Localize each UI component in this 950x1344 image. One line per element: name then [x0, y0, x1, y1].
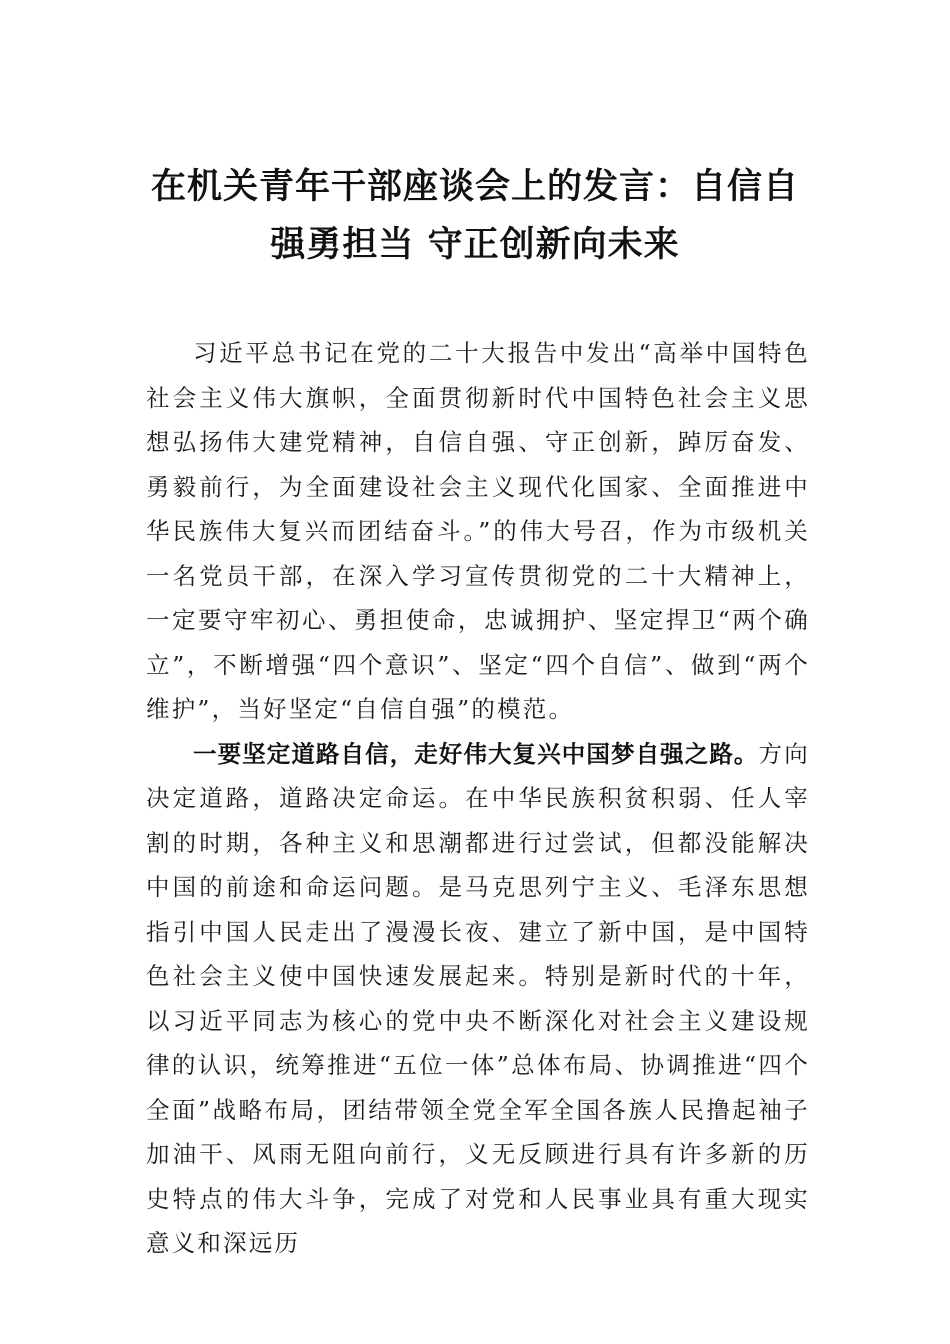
- document-title: [140, 158, 810, 274]
- title-line-1: 在机关青年干部座谈会上的发言：自信自: [150, 166, 799, 207]
- title-line-2: 强勇担当 守正创新向未来: [270, 224, 680, 265]
- paragraph-2: [146, 732, 810, 1266]
- paragraph-2-body: 方向决定道路，道路决定命运。在中华民族积贫积弱、任人宰割的时期，各种主义和思潮都进行过尝试，但都没能解决中国的前途和命运问题。是马克思列宁主义、毛泽东思想指引中国人民走出了漫漫长夜、建立了新中国，是中国特色社会主义使中国快速发展起来。特别是新时代的十年，以习近平同志为核心的党中央不断深化对社会主义建设规律的认识，统筹推进“五位一体”总体布局、协调推进“四个全面”战略布局，团结带领全党全军全国各族人民撸起袖子加油干、风雨无阻向前行，义无反顾进行具有许多新的历史特点的伟大斗争，完成了对党和人民事业具有重大现实意义和深远历: [146, 739, 811, 1257]
- paragraph-1: 习近平总书记在党的二十大报告中发出“高举中国特色社会主义伟大旗帜，全面贯彻新时代中国特色社会主义思想弘扬伟大建党精神，自信自强、守正创新，踔厉奋发、勇毅前行，为全面建设社会主义现代化国家、全面推进中华民族伟大复兴而团结奋斗。”的伟大号召，作为市级机关一名党员干部，在深入学习宣传贯彻党的二十大精神上，一定要守牢初心、勇担使命，忠诚拥护、坚定捍卫“两个确立”，不断增强“四个意识”、坚定“四个自信”、做到“两个维护”，当好坚定“自信自强”的模范。: [146, 339, 810, 723]
- paragraph-2-lead: 一要坚定道路自信，走好伟大复兴中国梦自强之路。: [193, 739, 759, 768]
- document-body: [146, 331, 810, 1266]
